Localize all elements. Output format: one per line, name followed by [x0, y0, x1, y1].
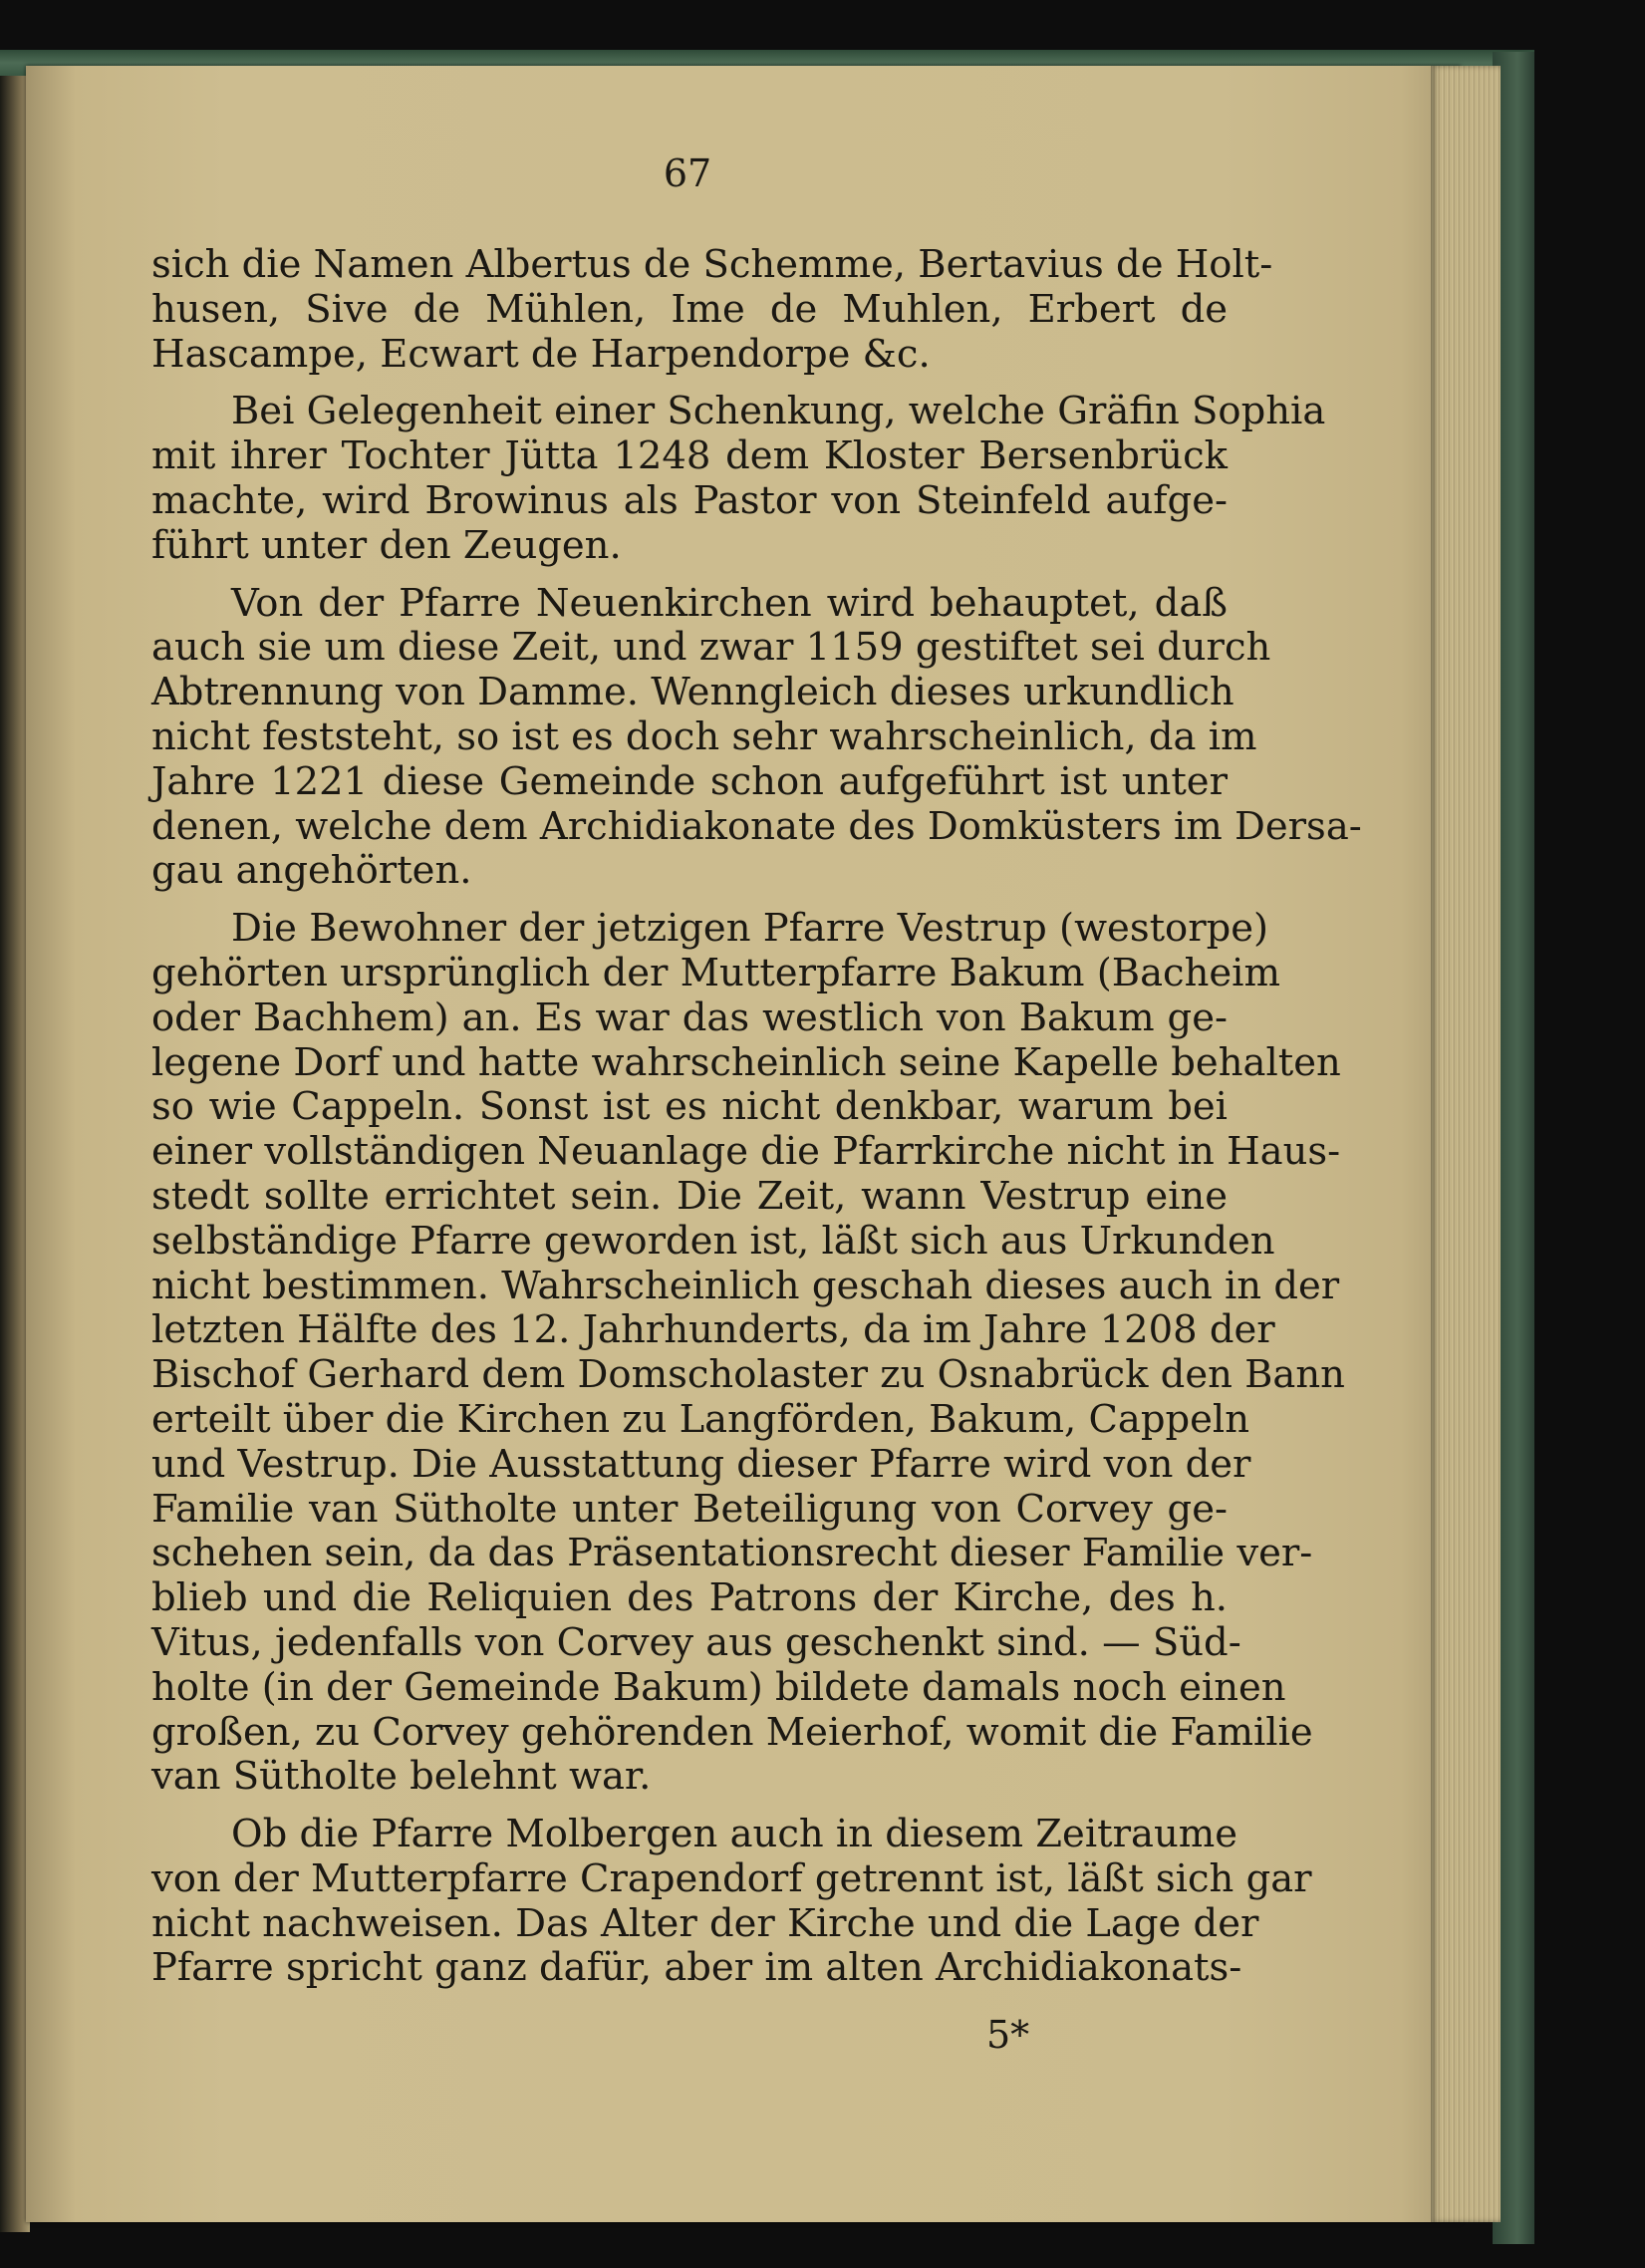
- text-line: Hascampe, Ecwart de Harpendorpe &c.: [151, 331, 931, 377]
- text-line: mit ihrer Tochter Jütta 1248 dem Kloster Bersenbrück: [151, 433, 1228, 479]
- text-line: und Vestrup. Die Ausstattung dieser Pfarre wird von der: [151, 1441, 1251, 1487]
- text-line: nicht nachweisen. Das Alter der Kirche und die Lage der: [151, 1900, 1259, 1946]
- text-line: machte, wird Browinus als Pastor von Steinfeld aufge-: [151, 477, 1228, 523]
- paragraph: [151, 580, 1362, 895]
- text-line: Familie van Sütholte unter Beteiligung von Corvey ge-: [151, 1486, 1228, 1532]
- text-line: letzten Hälfte des 12. Jahrhunderts, da im Jahre 1208 der: [151, 1307, 1275, 1353]
- text-line: oder Bachhem) an. Es war das westlich von Bakum ge-: [151, 994, 1228, 1040]
- text-line: schehen sein, da das Präsentationsrecht dieser Familie ver-: [151, 1531, 1313, 1576]
- text-line: Ob die Pfarre Molbergen auch in diesem Zeitraume: [231, 1812, 1238, 1857]
- text-line: auch sie um diese Zeit, und zwar 1159 gestiftet sei durch: [151, 625, 1271, 671]
- text-line: gehörten ursprünglich der Mutterpfarre Bakum (Bacheim: [151, 950, 1281, 995]
- text-line: gau angehörten.: [151, 848, 472, 894]
- text-line: stedt sollte errichtet sein. Die Zeit, wann Vestrup eine: [151, 1173, 1228, 1219]
- paragraph: [151, 389, 1326, 568]
- text-line: Vitus, jedenfalls von Corvey aus geschenkt sind. — Süd-: [151, 1619, 1241, 1665]
- text-line: husen, Sive de Mühlen, Ime de Muhlen, Erbert de: [151, 286, 1228, 332]
- text-line: holte (in der Gemeinde Bakum) bildete damals noch einen: [151, 1664, 1286, 1710]
- text-line: führt unter den Zeugen.: [151, 522, 622, 568]
- page-number: 67: [663, 151, 712, 195]
- text-line: so wie Cappeln. Sonst ist es nicht denkbar, warum bei: [151, 1084, 1228, 1130]
- text-line: Die Bewohner der jetzigen Pfarre Vestrup (westorpe): [231, 906, 1269, 952]
- text-line: selbständige Pfarre geworden ist, läßt sich aus Urkunden: [151, 1218, 1275, 1264]
- page-stack-edges: [1431, 66, 1501, 2222]
- text-line: legene Dorf und hatte wahrscheinlich seine Kapelle behalten: [151, 1039, 1341, 1085]
- paragraph: [151, 1812, 1312, 1991]
- text-line: nicht feststeht, so ist es doch sehr wahrscheinlich, da im: [151, 713, 1257, 759]
- text-line: Jahre 1221 diese Gemeinde schon aufgeführt ist unter: [151, 758, 1228, 804]
- text-line: nicht bestimmen. Wahrscheinlich geschah dieses auch in der: [151, 1263, 1340, 1308]
- text-line: einer vollständigen Neuanlage die Pfarrkirche nicht in Haus-: [151, 1129, 1341, 1175]
- body-text: [151, 242, 1362, 1991]
- text-line: sich die Namen Albertus de Schemme, Bertavius de Holt-: [151, 242, 1273, 287]
- text-line: erteilt über die Kirchen zu Langförden, Bakum, Cappeln: [151, 1396, 1250, 1442]
- text-line: Von der Pfarre Neuenkirchen wird behauptet, daß: [231, 580, 1228, 626]
- signature-mark: 5*: [986, 2013, 1030, 2057]
- text-line: denen, welche dem Archidiakonate des Domküsters im Dersa-: [151, 803, 1362, 849]
- text-line: großen, zu Corvey gehörenden Meierhof, womit die Familie: [151, 1709, 1313, 1755]
- text-line: Pfarre spricht ganz dafür, aber im alten Archidiakonats-: [151, 1945, 1242, 1991]
- text-line: Bei Gelegenheit einer Schenkung, welche Gräfin Sophia: [231, 389, 1326, 434]
- text-line: Bischof Gerhard dem Domscholaster zu Osnabrück den Bann: [151, 1352, 1345, 1398]
- text-line: blieb und die Reliquien des Patrons der Kirche, des h.: [151, 1575, 1228, 1621]
- text-line: Abtrennung von Damme. Wenngleich dieses urkundlich: [151, 670, 1234, 715]
- paragraph: [151, 242, 1273, 377]
- paragraph: [151, 906, 1345, 1800]
- text-line: von der Mutterpfarre Crapendorf getrennt ist, läßt sich gar: [151, 1855, 1312, 1901]
- text-line: van Sütholte belehnt war.: [151, 1754, 652, 1800]
